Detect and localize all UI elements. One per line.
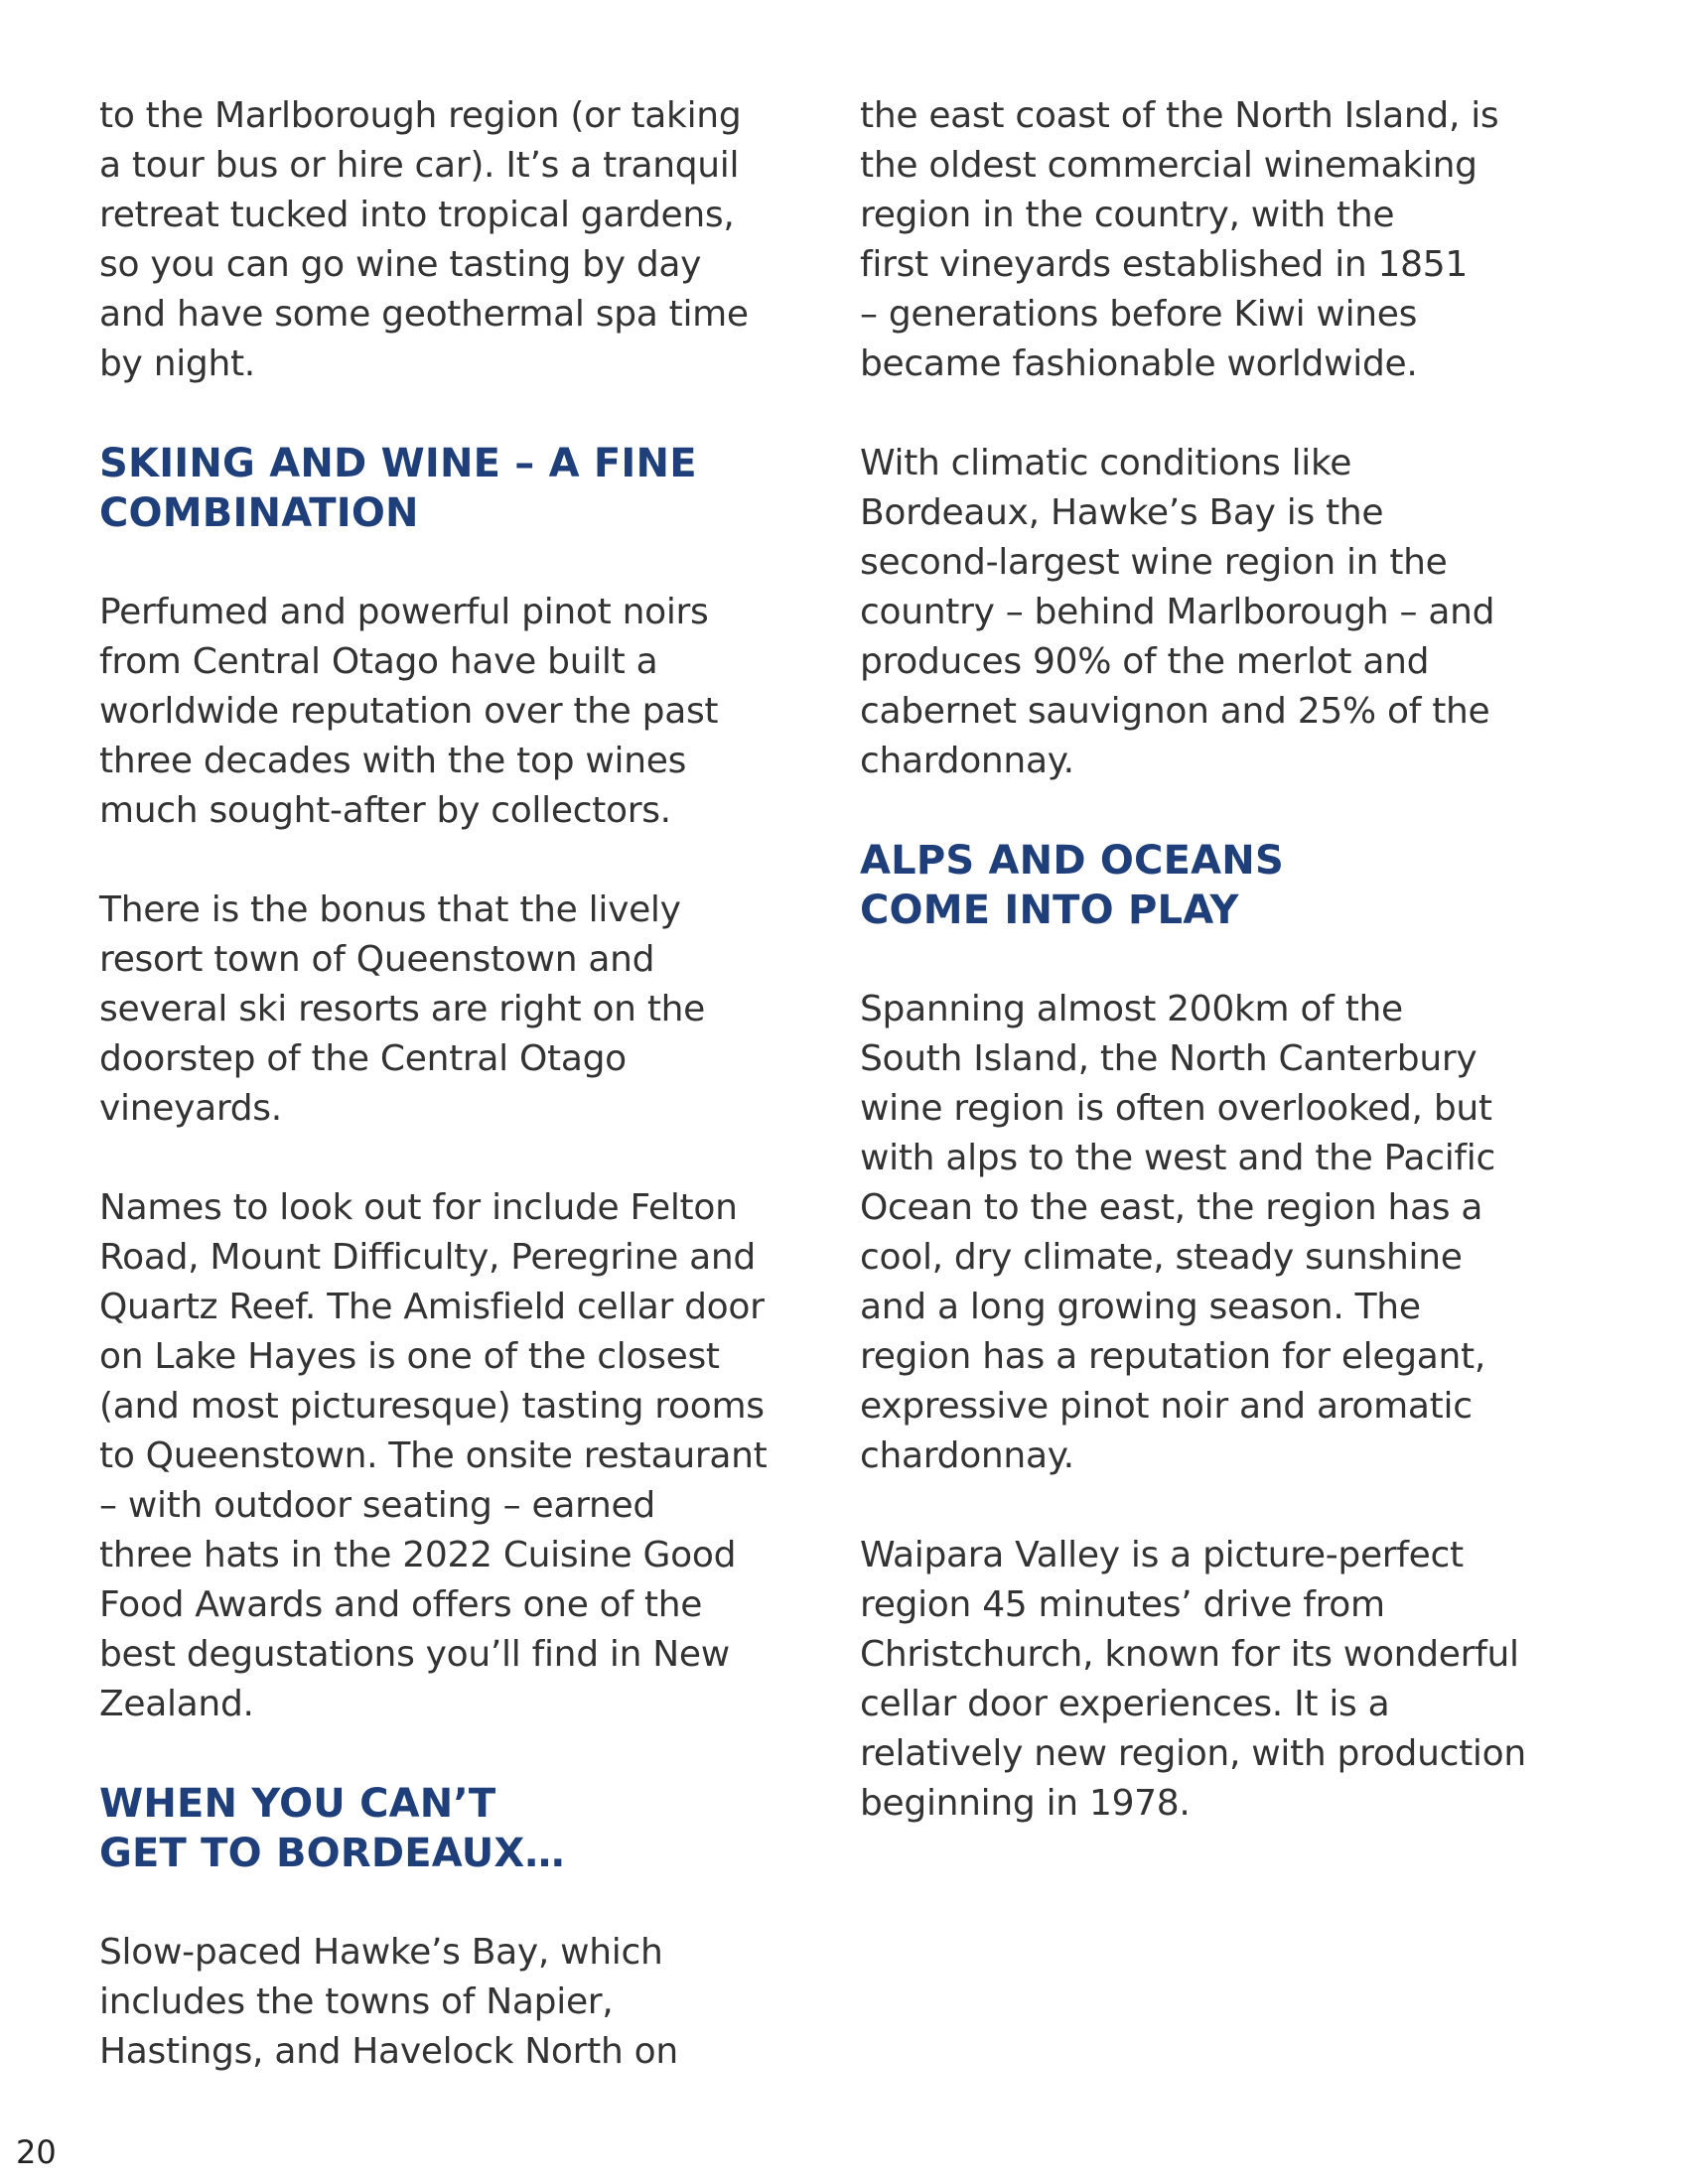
heading-skiing-and-wine: SKIING AND WINE – A FINE COMBINATION	[99, 441, 697, 536]
heading-alps-and-oceans: ALPS AND OCEANS COME INTO PLAY	[860, 838, 1284, 933]
paragraph-hawkes-bay-intro: Slow-paced Hawke’s Bay, which includes the towns of Napier, Hastings, and Havelock North on	[99, 1932, 678, 2072]
paragraph-queenstown-bonus: There is the bonus that the lively resort town of Queenstown and several ski resorts are right on the doorstep of the Central Otago vineyards.	[99, 889, 706, 1129]
paragraph-north-canterbury: Spanning almost 200km of the South Island, the North Canterbury wine region is often overlooked, but with alps to the west and the Pacific Ocean to the east, the region has a cool, dry climate, steady sunshine and a long growing season. The region has a reputation for elegant, expressive pinot noir and aromatic chardonnay.	[860, 989, 1495, 1476]
right-column	[860, 91, 1595, 1878]
paragraph-waipara-valley: Waipara Valley is a picture-perfect region 45 minutes’ drive from Christchurch, known for its wonderful cellar door experiences. It is a relatively new region, with production beginning in 1978.	[860, 1535, 1526, 1824]
paragraph-hawkes-bay-history: the east coast of the North Island, is the oldest commercial winemaking region in the country, with the first vineyards established in 1851 – generations before Kiwi wines became fashionable worldwide.	[860, 95, 1499, 384]
page-number: 20	[16, 2133, 57, 2171]
paragraph-hawkes-bay-climate: With climatic conditions like Bordeaux, Hawke’s Bay is the second-largest wine region in the country – behind Marlborough – and produces 90% of the merlot and cabernet sauvignon and 25% of the chardonnay.	[860, 443, 1495, 781]
heading-when-you-cant-get-to-bordeaux: WHEN YOU CAN’T GET TO BORDEAUX…	[99, 1781, 565, 1876]
paragraph-names-to-look-out-for: Names to look out for include Felton Road, Mount Difficulty, Peregrine and Quartz Reef. The Amisfield cellar door on Lake Hayes is one of the closest (and most picturesque) tasting rooms to Queenstown. The onsite restaurant – with outdoor seating – earned three hats in the 2022 Cuisine Good Food Awards and offers one of the best degustations you’ll find in New Zealand.	[99, 1187, 768, 1724]
paragraph-marlborough-retreat: to the Marlborough region (or taking a tour bus or hire car). It’s a tranquil retreat tucked into tropical gardens, so you can go wine tasting by day and have some geothermal spa time by night.	[99, 95, 749, 384]
paragraph-central-otago-pinot: Perfumed and powerful pinot noirs from Central Otago have built a worldwide reputation over the past three decades with the top wines much sought-after by collectors.	[99, 592, 719, 831]
left-column	[99, 91, 834, 2126]
